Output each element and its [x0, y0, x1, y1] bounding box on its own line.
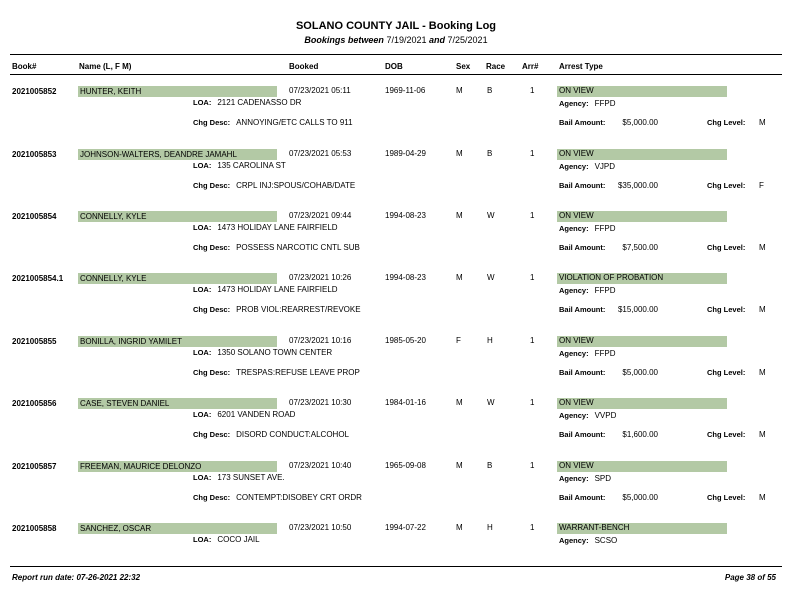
loa-line	[193, 535, 260, 544]
chg-desc-label: Chg Desc:	[193, 181, 231, 190]
chg-level-value: M	[759, 430, 766, 439]
sex: M	[456, 211, 463, 220]
loa-label: LOA:	[193, 161, 212, 170]
loa-value: 6201 VANDEN ROAD	[217, 410, 296, 419]
charge-description-line	[193, 493, 362, 502]
agency-line	[559, 536, 617, 545]
agency-line	[559, 99, 615, 108]
book-number: 2021005852	[12, 87, 57, 96]
chg-level-line	[707, 305, 751, 314]
chg-level-label: Chg Level:	[707, 181, 746, 190]
arrest-type: WARRANT-BENCH	[559, 523, 630, 532]
arrest-type: ON VIEW	[559, 461, 594, 470]
chg-level-label: Chg Level:	[707, 430, 746, 439]
agency-value: VJPD	[594, 162, 616, 171]
loa-label: LOA:	[193, 410, 212, 419]
report-subtitle	[0, 35, 792, 45]
inmate-name: BONILLA, INGRID YAMILET	[80, 337, 182, 346]
footer-rule	[10, 566, 782, 567]
inmate-name: CONNELLY, KYLE	[80, 212, 147, 221]
chg-desc-label: Chg Desc:	[193, 493, 231, 502]
arrest-number: 1	[530, 398, 535, 407]
chg-desc-label: Chg Desc:	[193, 118, 231, 127]
charge-description-line	[193, 118, 353, 127]
agency-label: Agency:	[559, 536, 589, 545]
agency-label: Agency:	[559, 162, 589, 171]
col-arr: Arr#	[522, 62, 539, 71]
agency-label: Agency:	[559, 286, 589, 295]
bail-amount-value: $35,000.00	[617, 181, 658, 190]
bail-amount-label: Bail Amount:	[559, 493, 606, 502]
book-number: 2021005857	[12, 462, 57, 471]
loa-line	[193, 285, 338, 294]
chg-level-line	[707, 368, 751, 377]
agency-line	[559, 349, 615, 358]
sex: M	[456, 273, 463, 282]
bail-amount-line	[559, 430, 611, 439]
bail-amount-value: $15,000.00	[617, 305, 658, 314]
dob: 1989-04-29	[385, 149, 426, 158]
booked-datetime: 07/23/2021 10:50	[289, 523, 352, 532]
booked-datetime: 07/23/2021 05:11	[289, 86, 351, 95]
loa-value: 1473 HOLIDAY LANE FAIRFIELD	[217, 285, 338, 294]
book-number: 2021005853	[12, 150, 57, 159]
bail-amount-line	[559, 493, 611, 502]
bail-amount-value: $7,500.00	[622, 243, 658, 252]
sex: M	[456, 523, 463, 532]
arrest-number: 1	[530, 336, 535, 345]
sex: M	[456, 86, 463, 95]
chg-level-value: M	[759, 368, 766, 377]
booked-datetime: 07/23/2021 10:40	[289, 461, 352, 470]
chg-level-value: M	[759, 243, 766, 252]
arrest-type: ON VIEW	[559, 149, 594, 158]
chg-desc-label: Chg Desc:	[193, 368, 231, 377]
chg-desc-value: PROB VIOL:REARREST/REVOKE	[236, 305, 361, 314]
chg-desc-value: CONTEMPT:DISOBEY CRT ORDR	[236, 493, 362, 502]
loa-label: LOA:	[193, 223, 212, 232]
loa-value: 173 SUNSET AVE.	[217, 473, 285, 482]
inmate-name: FREEMAN, MAURICE DELONZO	[80, 462, 202, 471]
chg-level-value: M	[759, 305, 766, 314]
agency-line	[559, 411, 616, 420]
bail-amount-line	[559, 181, 611, 190]
chg-level-line	[707, 181, 751, 190]
agency-label: Agency:	[559, 224, 589, 233]
bail-amount-label: Bail Amount:	[559, 368, 606, 377]
arrest-type: ON VIEW	[559, 336, 594, 345]
chg-level-line	[707, 430, 751, 439]
arrest-number: 1	[530, 461, 535, 470]
loa-line	[193, 98, 301, 107]
loa-line	[193, 161, 286, 170]
chg-level-value: M	[759, 118, 766, 127]
chg-level-label: Chg Level:	[707, 305, 746, 314]
agency-line	[559, 286, 615, 295]
sex: M	[456, 398, 463, 407]
chg-desc-label: Chg Desc:	[193, 430, 231, 439]
agency-line	[559, 224, 615, 233]
booked-datetime: 07/23/2021 09:44	[289, 211, 352, 220]
loa-value: 1350 SOLANO TOWN CENTER	[217, 348, 333, 357]
sex: M	[456, 461, 463, 470]
agency-label: Agency:	[559, 411, 589, 420]
bail-amount-line	[559, 368, 611, 377]
loa-line	[193, 223, 338, 232]
arrest-number: 1	[530, 149, 535, 158]
agency-value: FFPD	[594, 99, 616, 108]
bail-amount-label: Bail Amount:	[559, 118, 606, 127]
booked-datetime: 07/23/2021 10:26	[289, 273, 352, 282]
loa-line	[193, 348, 332, 357]
arrest-type: ON VIEW	[559, 211, 594, 220]
agency-value: FFPD	[594, 349, 616, 358]
bail-amount-value: $5,000.00	[622, 118, 658, 127]
chg-level-line	[707, 118, 751, 127]
agency-label: Agency:	[559, 474, 589, 483]
agency-value: FFPD	[594, 286, 616, 295]
bail-amount-label: Bail Amount:	[559, 181, 606, 190]
book-number: 2021005854	[12, 212, 57, 221]
col-name: Name (L, F M)	[79, 62, 132, 71]
booking-record	[0, 86, 792, 148]
dob: 1985-05-20	[385, 336, 426, 345]
col-dob: DOB	[385, 62, 403, 71]
chg-level-value: F	[759, 181, 764, 190]
agency-value: FFPD	[594, 224, 616, 233]
loa-label: LOA:	[193, 285, 212, 294]
loa-value: 135 CAROLINA ST	[217, 161, 286, 170]
charge-description-line	[193, 305, 361, 314]
agency-line	[559, 474, 611, 483]
arrest-number: 1	[530, 211, 535, 220]
dob: 1994-07-22	[385, 523, 426, 532]
inmate-name: CONNELLY, KYLE	[80, 274, 147, 283]
inmate-name: SANCHEZ, OSCAR	[80, 524, 152, 533]
loa-line	[193, 410, 295, 419]
bail-amount-label: Bail Amount:	[559, 305, 606, 314]
subtitle-end-date: 7/25/2021	[447, 35, 488, 45]
book-number: 2021005854.1	[12, 274, 64, 283]
chg-desc-label: Chg Desc:	[193, 305, 231, 314]
subtitle-prefix: Bookings between	[304, 35, 384, 45]
booking-record	[0, 211, 792, 273]
race: B	[487, 86, 493, 95]
chg-level-label: Chg Level:	[707, 243, 746, 252]
subtitle-and: and	[429, 35, 446, 45]
race: H	[487, 336, 493, 345]
page-number: Page 38 of 55	[724, 573, 776, 582]
col-arrest-type: Arrest Type	[559, 62, 603, 71]
inmate-name: CASE, STEVEN DANIEL	[80, 399, 170, 408]
arrest-type: ON VIEW	[559, 86, 594, 95]
arrest-number: 1	[530, 273, 535, 282]
charge-description-line	[193, 181, 355, 190]
book-number: 2021005855	[12, 337, 57, 346]
arrest-type: ON VIEW	[559, 398, 594, 407]
report-run-date: Report run date: 07-26-2021 22:32	[12, 573, 141, 582]
sex: M	[456, 149, 463, 158]
booked-datetime: 07/23/2021 10:30	[289, 398, 352, 407]
chg-desc-label: Chg Desc:	[193, 243, 231, 252]
arrest-number: 1	[530, 86, 535, 95]
dob: 1994-08-23	[385, 211, 426, 220]
race: B	[487, 149, 493, 158]
booking-record	[0, 273, 792, 335]
loa-label: LOA:	[193, 473, 212, 482]
agency-label: Agency:	[559, 349, 589, 358]
bail-amount-line	[559, 305, 611, 314]
loa-label: LOA:	[193, 535, 212, 544]
inmate-name: JOHNSON-WALTERS, DEANDRE JAMAHL	[80, 150, 237, 159]
loa-value: COCO JAIL	[217, 535, 260, 544]
bail-amount-line	[559, 118, 611, 127]
charge-description-line	[193, 368, 360, 377]
header-top-rule	[10, 54, 782, 55]
booking-record	[0, 461, 792, 523]
chg-desc-value: DISORD CONDUCT:ALCOHOL	[236, 430, 349, 439]
race: W	[487, 211, 495, 220]
agency-value: SCSO	[594, 536, 618, 545]
arrest-number: 1	[530, 523, 535, 532]
col-book: Book#	[12, 62, 37, 71]
chg-desc-value: TRESPAS:REFUSE LEAVE PROP	[236, 368, 360, 377]
booked-datetime: 07/23/2021 10:16	[289, 336, 352, 345]
bail-amount-value: $1,600.00	[622, 430, 658, 439]
chg-level-label: Chg Level:	[707, 118, 746, 127]
agency-line	[559, 162, 615, 171]
bail-amount-value: $5,000.00	[622, 368, 658, 377]
col-race: Race	[486, 62, 506, 71]
dob: 1984-01-16	[385, 398, 426, 407]
sex: F	[456, 336, 461, 345]
dob: 1965-09-08	[385, 461, 426, 470]
chg-desc-value: CRPL INJ:SPOUS/COHAB/DATE	[236, 181, 356, 190]
report-title: SOLANO COUNTY JAIL - Booking Log	[295, 20, 497, 32]
loa-line	[193, 473, 285, 482]
race: W	[487, 273, 495, 282]
chg-level-value: M	[759, 493, 766, 502]
loa-label: LOA:	[193, 348, 212, 357]
booked-datetime: 07/23/2021 05:53	[289, 149, 352, 158]
bail-amount-label: Bail Amount:	[559, 430, 606, 439]
chg-level-label: Chg Level:	[707, 368, 746, 377]
race: W	[487, 398, 495, 407]
bail-amount-value: $5,000.00	[622, 493, 658, 502]
agency-value: VVPD	[594, 411, 617, 420]
booking-record	[0, 398, 792, 460]
booking-record	[0, 149, 792, 211]
bail-amount-label: Bail Amount:	[559, 243, 606, 252]
bail-amount-line	[559, 243, 611, 252]
race: H	[487, 523, 493, 532]
chg-level-label: Chg Level:	[707, 493, 746, 502]
subtitle-start-date: 7/19/2021	[386, 35, 427, 45]
dob: 1969-11-06	[385, 86, 426, 95]
dob: 1994-08-23	[385, 273, 426, 282]
agency-value: SPD	[594, 474, 612, 483]
chg-level-line	[707, 243, 751, 252]
chg-desc-value: POSSESS NARCOTIC CNTL SUB	[236, 243, 360, 252]
loa-label: LOA:	[193, 98, 212, 107]
book-number: 2021005858	[12, 524, 57, 533]
arrest-type: VIOLATION OF PROBATION	[559, 273, 664, 282]
col-sex: Sex	[456, 62, 471, 71]
loa-value: 1473 HOLIDAY LANE FAIRFIELD	[217, 223, 338, 232]
book-number: 2021005856	[12, 399, 57, 408]
col-booked: Booked	[289, 62, 319, 71]
booking-record	[0, 336, 792, 398]
charge-description-line	[193, 243, 360, 252]
chg-desc-value: ANNOYING/ETC CALLS TO 911	[236, 118, 353, 127]
loa-value: 2121 CADENASSO DR	[217, 98, 302, 107]
inmate-name: HUNTER, KEITH	[80, 87, 142, 96]
race: B	[487, 461, 493, 470]
header-bottom-rule	[10, 74, 782, 75]
agency-label: Agency:	[559, 99, 589, 108]
chg-level-line	[707, 493, 751, 502]
charge-description-line	[193, 430, 349, 439]
